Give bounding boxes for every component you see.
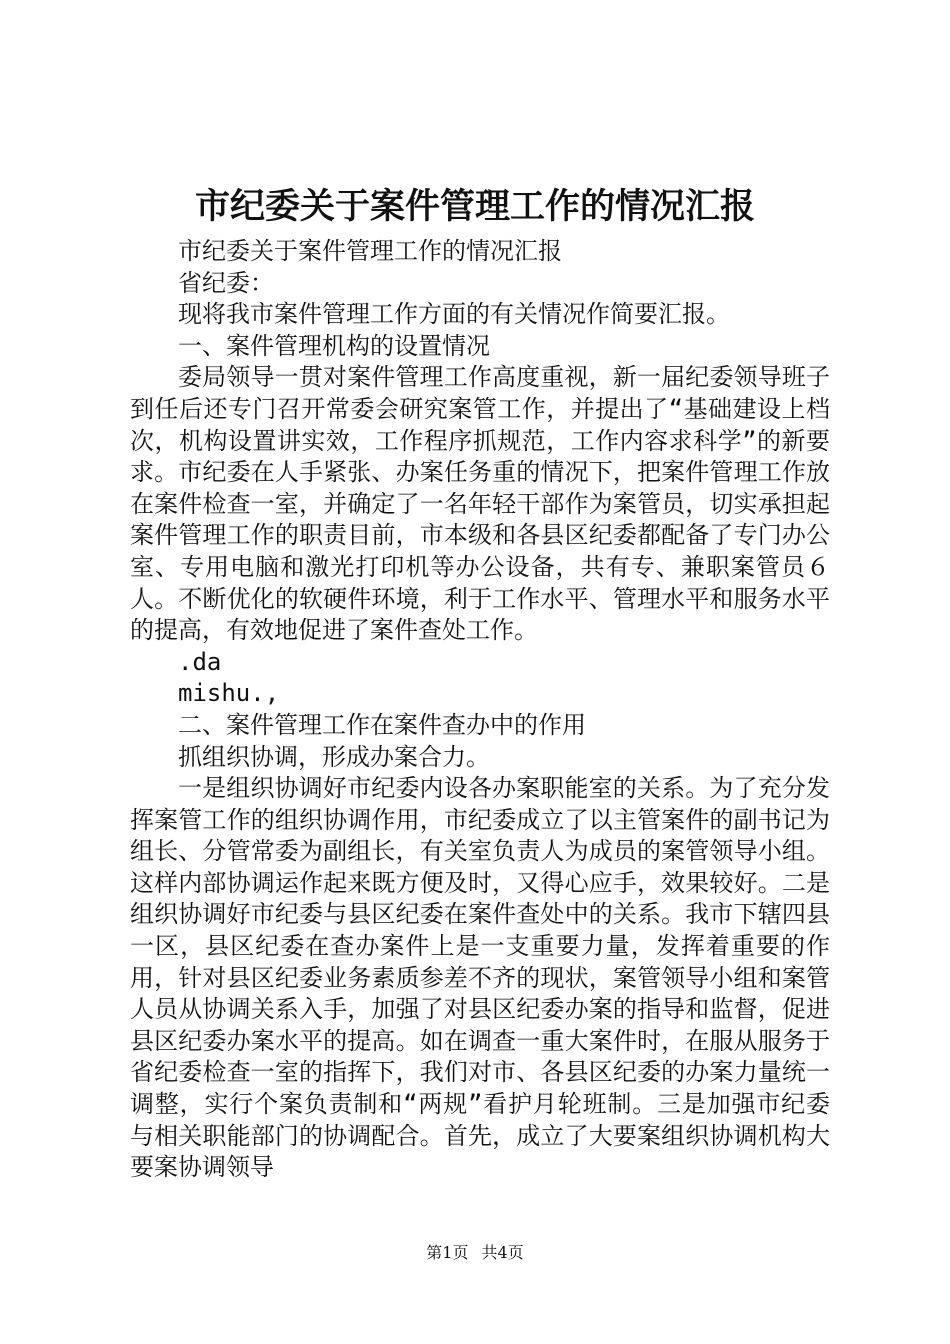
text-fragment-2: mishu., xyxy=(178,679,280,708)
text-fragment-1: .da xyxy=(178,647,222,676)
section-2-heading: 二、案件管理工作在案件查办中的作用 xyxy=(178,710,586,739)
salutation-line: 省纪委： xyxy=(178,268,274,297)
section-2-subheading: 抓组织协调，形成办案合力。 xyxy=(178,742,490,771)
page-footer xyxy=(0,1242,950,1264)
section-1-paragraph: 委局领导一贯对案件管理工作高度重视，新一届纪委领导班子到任后还专门召开常委会研究案管工作，并提出了“基础建设上档次，机构设置讲实效，工作程序抓规范，工作内容求科学”的新要求。市纪委在人手紧张、办案任务重的情况下，把案件管理工作放在案件检查一室，并确定了一名年轻干部作为案管员，切实承担起案件管理工作的职责目前，市本级和各县区纪委都配备了专门办公室、专用电脑和激光打印机等办公设备，共有专、兼职案管员６人。不断优化的软硬件环境，利于工作水平、管理水平和服务水平的提高，有效地促进了案件查处工作。 xyxy=(130,363,830,645)
page-total: 共4页 xyxy=(481,1243,524,1262)
section-2-paragraph: 一是组织协调好市纪委内设各办案职能室的关系。为了充分发挥案管工作的组织协调作用，市纪委成立了以主管案件的副书记为组长、分管常委为副组长，有关室负责人为成员的案管领导小组。这样内部协调运作起来既方便及时，又得心应手，效果较好。二是组织协调好市纪委与县区纪委在案件查处中的关系。我市下辖四县一区，县区纪委在查办案件上是一支重要力量，发挥着重要的作用，针对县区纪委业务素质参差不齐的现状，案管领导小组和案管人员从协调关系入手，加强了对县区纪委办案的指导和监督，促进县区纪委办案水平的提高。如在调查一重大案件时，在服从服务于省纪委检查一室的指挥下，我们对市、各县区纪委的办案力量统一调整，实行个案负责制和“两规”看护月轮班制。三是加强市纪委与相关职能部门的协调配合。首先，成立了大要案组织协调机构大要案协调领导 xyxy=(130,774,830,1182)
subtitle-line: 市纪委关于案件管理工作的情况汇报 xyxy=(178,237,562,265)
intro-paragraph: 现将我市案件管理工作方面的有关情况作简要汇报。 xyxy=(178,300,730,329)
document-title: 市纪委关于案件管理工作的情况汇报 xyxy=(194,186,755,227)
section-1-heading: 一、案件管理机构的设置情况 xyxy=(178,331,490,360)
document-body xyxy=(130,236,830,1184)
page-number: 第1页 xyxy=(426,1243,469,1262)
